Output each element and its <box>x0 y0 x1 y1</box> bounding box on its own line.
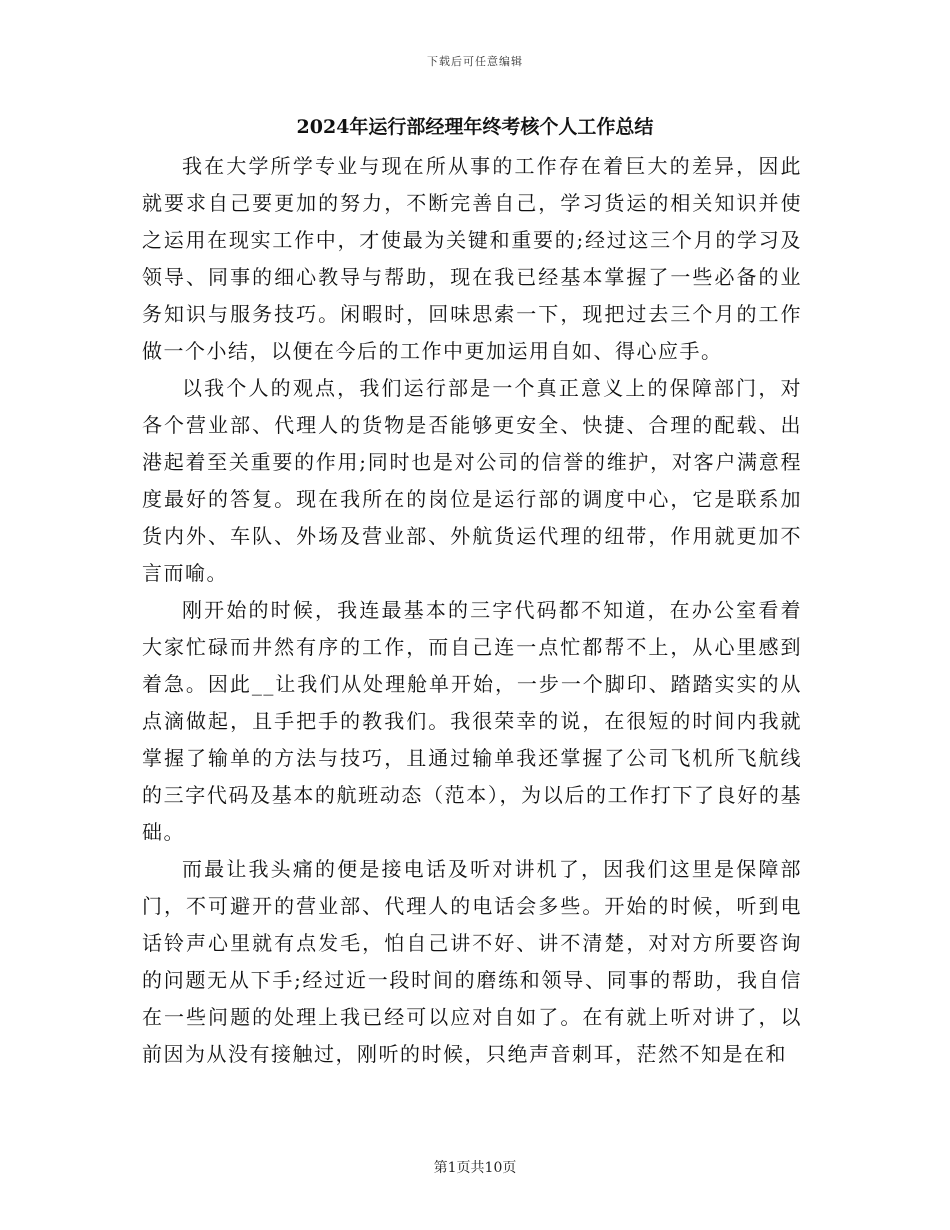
document-title: 2024年运行部经理年终考核个人工作总结 <box>296 116 654 138</box>
paragraph-2: 以我个人的观点，我们运行部是一个真正意义上的保障部门，对各个营业部、代理人的货物是否能够更安全、快捷、合理的配载、出港起着至关重要的作用;同时也是对公司的信誉的维护，对客户满意程度最好的答复。现在我所在的岗位是运行部的调度中心，它是联系加货内外、车队、外场及营业部、外航货运代理的纽带，作用就更加不言而喻。 <box>142 376 802 585</box>
document-body <box>142 148 802 1073</box>
page-number-footer: 第1页共10页 <box>433 1160 517 1176</box>
paragraph-3: 刚开始的时候，我连最基本的三字代码都不知道，在办公室看着大家忙碌而井然有序的工作，而自己连一点忙都帮不上，从心里感到着急。因此__让我们从处理舱单开始，一步一个脚印、踏踏实实的从点滴做起，且手把手的教我们。我很荣幸的说，在很短的时间内我就掌握了输单的方法与技巧，且通过输单我还掌握了公司飞机所飞航线的三字代码及基本的航班动态（范本），为以后的工作打下了良好的基础。 <box>142 598 802 844</box>
paragraph-4: 而最让我头痛的便是接电话及听对讲机了，因我们这里是保障部门，不可避开的营业部、代理人的电话会多些。开始的时候，听到电话铃声心里就有点发毛，怕自己讲不好、讲不清楚，对对方所要咨询的问题无从下手;经过近一段时间的磨练和领导、同事的帮助，我自信在一些问题的处理上我已经可以应对自如了。在有就上听对讲了，以前因为从没有接触过，刚听的时候，只绝声音刺耳，茫然不知是在和 <box>142 857 802 1066</box>
paragraph-1: 我在大学所学专业与现在所从事的工作存在着巨大的差异，因此就要求自己要更加的努力，不断完善自己，学习货运的相关知识并使之运用在现实工作中，才使最为关键和重要的;经过这三个月的学习及领导、同事的细心教导与帮助，现在我已经基本掌握了一些必备的业务知识与服务技巧。闲暇时，回味思索一下，现把过去三个月的工作做一个小结，以便在今后的工作中更加运用自如、得心应手。 <box>142 154 802 363</box>
page-header-note: 下载后可任意编辑 <box>427 55 523 68</box>
